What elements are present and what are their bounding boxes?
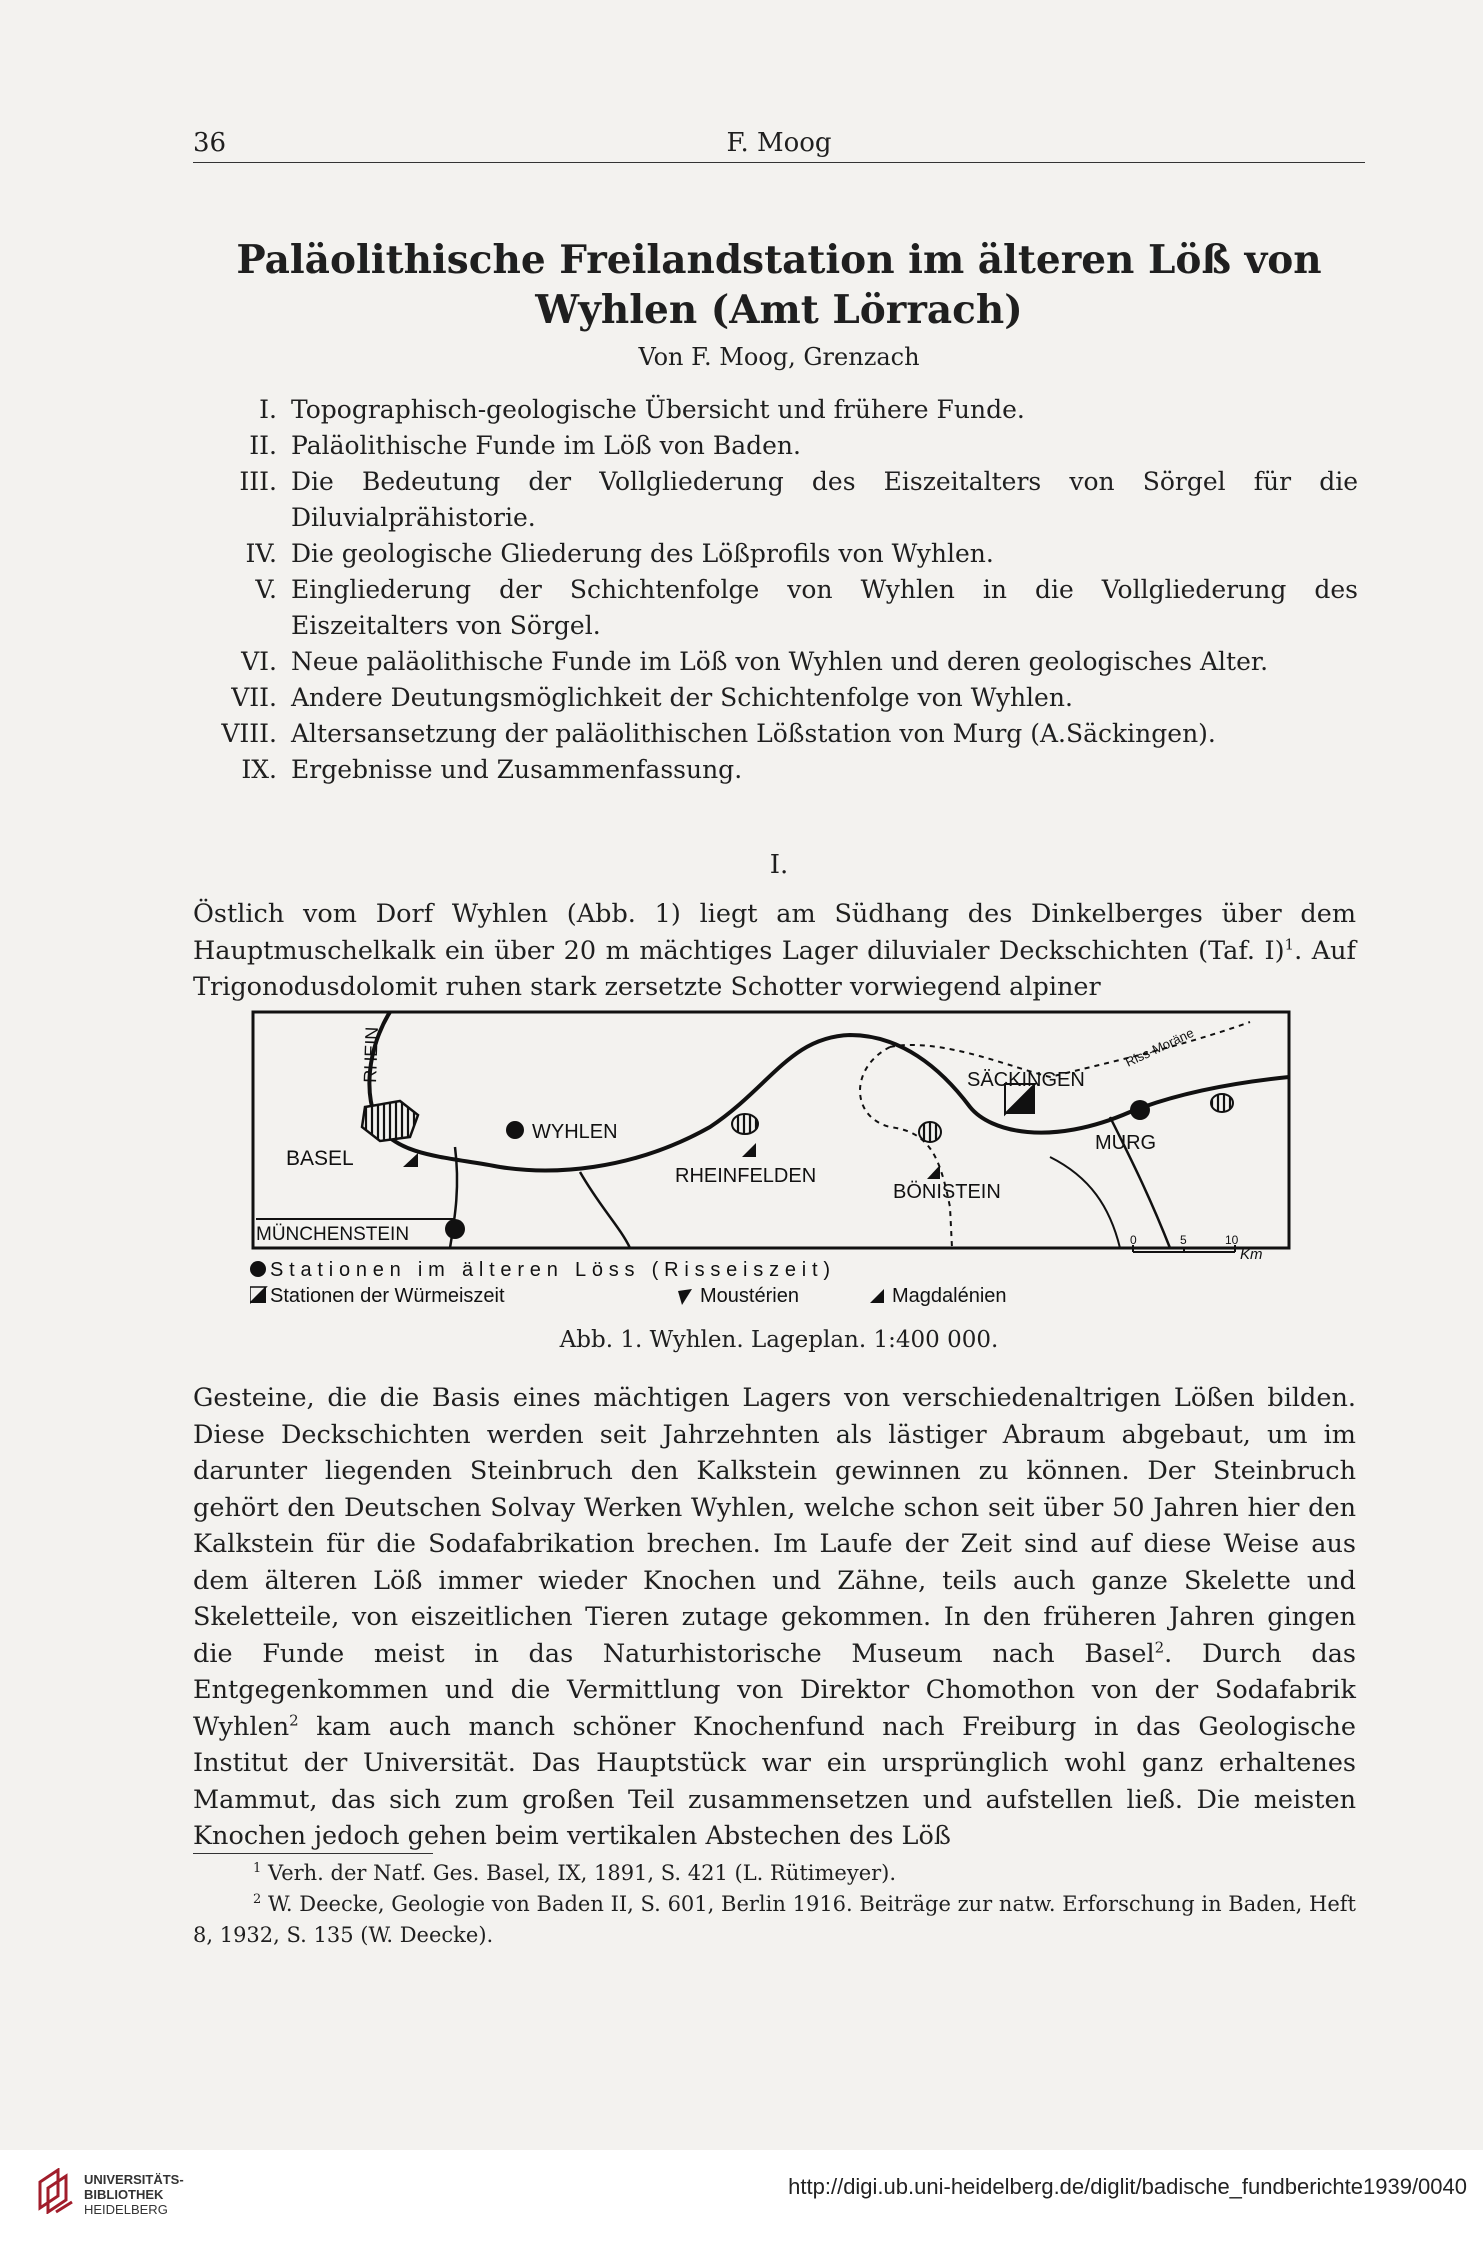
toc-text: Topographisch-geologische Übersicht und frühere Funde. bbox=[291, 395, 1025, 424]
paragraph-text: Östlich vom Dorf Wyhlen (Abb. 1) liegt am Südhang des Dinkelberges über dem Hauptmuschelkalk ein über 20 m mächtiges Lager diluvialer Deckschichten (Taf. I) bbox=[193, 899, 1356, 966]
toc-text: Neue paläolithische Funde im Löß von Wyhlen und deren geologisches Alter. bbox=[291, 647, 1269, 676]
saeckingen-area bbox=[919, 1122, 941, 1142]
toc-item bbox=[193, 752, 1358, 788]
library-name-line: BIBLIOTHEK bbox=[84, 2187, 164, 2202]
toc-number: III. bbox=[239, 467, 277, 496]
label-bonistein: BÖNISTEIN bbox=[893, 1181, 1001, 1203]
toc-item bbox=[193, 716, 1358, 752]
river-side bbox=[1050, 1157, 1120, 1248]
toc-item bbox=[193, 392, 1358, 428]
article-title: Paläolithische Freilandstation im älteren Löß von Wyhlen (Amt Lörrach) bbox=[236, 237, 1322, 333]
label-muenchenstein: MÜNCHENSTEIN bbox=[256, 1224, 410, 1245]
toc-text: Altersansetzung der paläolithischen Lößstation von Murg (A.Säckingen). bbox=[291, 719, 1216, 748]
murg-area bbox=[1211, 1094, 1233, 1112]
legend-magdalenien-marker bbox=[870, 1289, 884, 1303]
library-logo-icon bbox=[36, 2168, 76, 2214]
toc-item bbox=[193, 428, 1358, 464]
toc-number: II. bbox=[249, 431, 277, 460]
muenchenstein-station-marker bbox=[445, 1219, 465, 1239]
running-head: F. Moog bbox=[726, 128, 832, 158]
toc-text: Paläolithische Funde im Löß von Baden. bbox=[291, 431, 801, 460]
river-ergolz bbox=[580, 1172, 630, 1248]
toc-number: I. bbox=[259, 395, 277, 424]
footnote bbox=[193, 1889, 1356, 1951]
toc-item bbox=[193, 572, 1358, 644]
toc-text: Die Bedeutung der Vollgliederung des Eiszeitalters von Sörgel für die Diluvialprähistorie. bbox=[291, 467, 1358, 532]
toc-item bbox=[193, 680, 1358, 716]
table-of-contents bbox=[193, 392, 1358, 788]
toc-number: VII. bbox=[231, 683, 277, 712]
toc-item bbox=[193, 536, 1358, 572]
legend-mousterien-marker bbox=[678, 1289, 692, 1305]
toc-text: Andere Deutungsmöglichkeit der Schichtenfolge von Wyhlen. bbox=[291, 683, 1073, 712]
paragraph-text: . Durch das Entgegenkommen und die Vermittlung von Direktor Chomothon von der Sodafabrik Wyhlen bbox=[193, 1638, 1356, 1742]
page-footer bbox=[0, 2150, 1483, 2245]
footnote-mark: 1 bbox=[253, 1861, 262, 1876]
page-header bbox=[193, 122, 1365, 163]
toc-item bbox=[193, 464, 1358, 536]
figure-caption: Abb. 1. Wyhlen. Lageplan. 1:400 000. bbox=[559, 1327, 999, 1353]
paragraph-text: Gesteine, die die Basis eines mächtigen Lagers von verschiedenaltrigen Lößen bilden. Diese Deckschichten werden seit Jahrzehnten als lästiger Abraum abgebaut, um im darunter liegenden Steinbruch den Kalkstein gewinnen zu können. Der Steinbruch gehört den Deutschen Solvay Werken Wyhlen, welche schon seit über 50 Jahren hier den Kalkstein für die Sodafabrikation brechen. Im Laufe der Zeit sind auf diese Weise aus dem älteren Löß immer wieder Knochen und Zähne, teils auch ganze Skelette und Skeletteile, von eiszeitlichen Tieren zutage gekommen. In den früheren Jahren gingen die Funde meist in das Naturhistorische Museum nach Basel bbox=[193, 1383, 1356, 1669]
library-name bbox=[84, 2172, 184, 2217]
toc-text: Eingliederung der Schichtenfolge von Wyhlen in die Vollgliederung des Eiszeitalters von Sörgel. bbox=[291, 575, 1358, 640]
label-riss-moraene: Riss-Moräne bbox=[1122, 1024, 1197, 1070]
footnote-ref: 1 bbox=[1284, 935, 1295, 953]
toc-text: Ergebnisse und Zusammenfassung. bbox=[291, 755, 743, 784]
toc-number: IV. bbox=[245, 539, 277, 568]
footnote-ref: 2 bbox=[1154, 1638, 1165, 1656]
footnote bbox=[193, 1858, 1356, 1889]
dashed-boundary bbox=[860, 1047, 952, 1248]
paragraph-text: . Auf Trigonodusdolomit ruhen stark zersetzte Schotter vorwiegend alpiner bbox=[193, 935, 1356, 1002]
site-map bbox=[250, 1007, 1302, 1307]
scale-tick-5: 5 bbox=[1180, 1233, 1187, 1247]
toc-number: IX. bbox=[241, 755, 277, 784]
legend-mousterien: Moustérien bbox=[700, 1285, 799, 1307]
body-paragraph bbox=[193, 896, 1356, 1006]
rheinfelden-station-marker bbox=[742, 1143, 756, 1157]
body-paragraph bbox=[193, 1380, 1356, 1855]
library-name-line: HEIDELBERG bbox=[84, 2202, 168, 2217]
paragraph-text: kam auch manch schöner Knochenfund nach Freiburg in das Geologische Institut der Universität. Das Hauptstück war ein ursprünglich wohl ganz erhaltenes Mammut, das sich zum großen Teil zusammensetzen und aufstellen ließ. Die meisten Knochen jedoch gehen beim vertikalen Abstechen des Löß bbox=[193, 1711, 1356, 1851]
label-basel: BASEL bbox=[286, 1147, 354, 1170]
toc-number: V. bbox=[255, 575, 277, 604]
legend-magdalenien: Magdalénien bbox=[892, 1285, 1007, 1307]
legend-wuerm: Stationen der Würmeiszeit bbox=[270, 1285, 505, 1307]
footnote-mark: 2 bbox=[253, 1892, 262, 1907]
toc-item bbox=[193, 644, 1358, 680]
label-rheinfelden: RHEINFELDEN bbox=[675, 1165, 817, 1187]
label-rhein: RHEIN bbox=[360, 1026, 382, 1084]
bonistein-station-marker bbox=[927, 1165, 940, 1179]
section-heading: I. bbox=[769, 850, 789, 880]
scale-tick-10: 10 bbox=[1225, 1233, 1239, 1247]
scale-tick-0: 0 bbox=[1130, 1233, 1137, 1247]
toc-number: VIII. bbox=[221, 719, 277, 748]
footnotes bbox=[193, 1858, 1356, 1951]
map-legend bbox=[250, 1259, 1007, 1307]
footnote-ref: 2 bbox=[289, 1711, 299, 1729]
footnote-text: Verh. der Natf. Ges. Basel, IX, 1891, S. 421 (L. Rütimeyer). bbox=[261, 1861, 897, 1885]
rheinfelden-area bbox=[732, 1114, 758, 1134]
footnote-text: W. Deecke, Geologie von Baden II, S. 601, Berlin 1916. Beiträge zur natw. Erforschung in Baden, Heft 8, 1932, S. 135 (W. Deecke). bbox=[193, 1892, 1356, 1947]
article-byline: Von F. Moog, Grenzach bbox=[638, 343, 920, 371]
basel-station-marker bbox=[403, 1153, 418, 1167]
murg-station-marker bbox=[1130, 1100, 1150, 1120]
toc-text: Die geologische Gliederung des Lößprofils von Wyhlen. bbox=[291, 539, 994, 568]
basel-area bbox=[362, 1101, 418, 1141]
label-wyhlen: WYHLEN bbox=[532, 1121, 618, 1143]
page-number: 36 bbox=[193, 128, 227, 158]
label-saeckingen: SÄCKINGEN bbox=[967, 1069, 1085, 1091]
legend-line-1: Stationen im älteren Löss (Risseiszeit) bbox=[270, 1259, 830, 1281]
legend-circle-marker bbox=[250, 1261, 266, 1277]
footnote-divider bbox=[193, 1853, 433, 1854]
label-murg: MURG bbox=[1095, 1132, 1157, 1154]
scale-unit: Km bbox=[1240, 1246, 1263, 1263]
source-url-link[interactable]: http://digi.ub.uni-heidelberg.de/diglit/badische_fundberichte1939/0040 bbox=[788, 2174, 1467, 2199]
library-name-line: UNIVERSITÄTS- bbox=[84, 2172, 184, 2187]
wyhlen-station-marker bbox=[506, 1121, 524, 1139]
site-map-figure bbox=[250, 1007, 1302, 1307]
toc-number: VI. bbox=[241, 647, 277, 676]
